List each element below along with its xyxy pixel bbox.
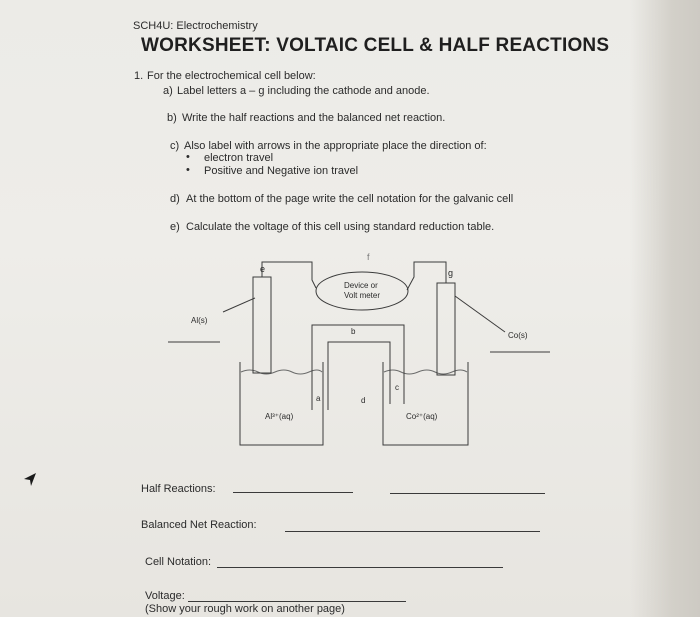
question-number: 1.: [134, 70, 144, 82]
letter-b: b: [351, 327, 356, 336]
part-b-label: b): [167, 112, 177, 124]
rough-work-note: (Show your rough work on another page): [145, 603, 345, 615]
worksheet-title: WORKSHEET: VOLTAIC CELL & HALF REACTIONS: [141, 35, 610, 56]
question-text: For the electrochemical cell below:: [147, 70, 316, 82]
mouse-cursor-icon: [22, 472, 38, 488]
letter-g: g: [448, 268, 454, 278]
letter-e: e: [260, 264, 266, 274]
half-reactions-label: Half Reactions:: [141, 483, 216, 495]
cobalt-electrode: [437, 283, 455, 375]
part-d-label: d): [170, 193, 180, 205]
cell-notation-label: Cell Notation:: [145, 556, 212, 568]
cell-notation-line: [217, 567, 503, 568]
half-reaction-line-2: [390, 493, 545, 494]
course-label: SCH4U: Electrochemistry: [133, 20, 258, 32]
letter-a: a: [316, 394, 321, 403]
part-b-text: Write the half reactions and the balanced net reaction.: [182, 112, 446, 124]
bullet-dot: •: [186, 151, 190, 163]
letter-c: c: [395, 383, 399, 392]
right-wire: [407, 262, 446, 290]
half-reaction-line-1: [233, 492, 353, 493]
salt-bridge-inner: [328, 342, 390, 410]
part-e-label: e): [170, 221, 180, 233]
voltage-label: Voltage:: [145, 590, 185, 602]
co-pointer: [455, 296, 505, 332]
left-solution-label: Al³⁺(aq): [265, 412, 294, 421]
anode-metal-label: Al(s): [191, 316, 208, 325]
part-c-text: Also label with arrows in the appropriate place the direction of:: [184, 140, 487, 152]
device-label-line2: Volt meter: [344, 291, 381, 300]
part-a-label: a): [163, 85, 173, 97]
part-a-text: Label letters a – g including the cathode and anode.: [177, 85, 430, 97]
aluminum-electrode: [253, 277, 271, 373]
left-wire: [262, 262, 316, 288]
left-beaker: [240, 362, 323, 445]
part-c-label: c): [170, 140, 180, 152]
part-d-text: At the bottom of the page write the cell notation for the galvanic cell: [186, 193, 514, 205]
al-pointer: [223, 298, 255, 312]
part-e-text: Calculate the voltage of this cell using standard reduction table.: [186, 221, 495, 233]
voltage-line: [188, 601, 406, 602]
bullet-ions: Positive and Negative ion travel: [204, 165, 359, 177]
balanced-net-line: [285, 531, 540, 532]
bullet-electron: electron travel: [204, 152, 274, 164]
device-label-line1: Device or: [344, 281, 378, 290]
right-solution-label: Co²⁺(aq): [406, 412, 438, 421]
letter-d: d: [361, 396, 366, 405]
letter-f: f: [367, 252, 370, 262]
cathode-metal-label: Co(s): [508, 331, 528, 340]
bullet-dot: •: [186, 164, 190, 176]
balanced-net-label: Balanced Net Reaction:: [141, 519, 257, 531]
